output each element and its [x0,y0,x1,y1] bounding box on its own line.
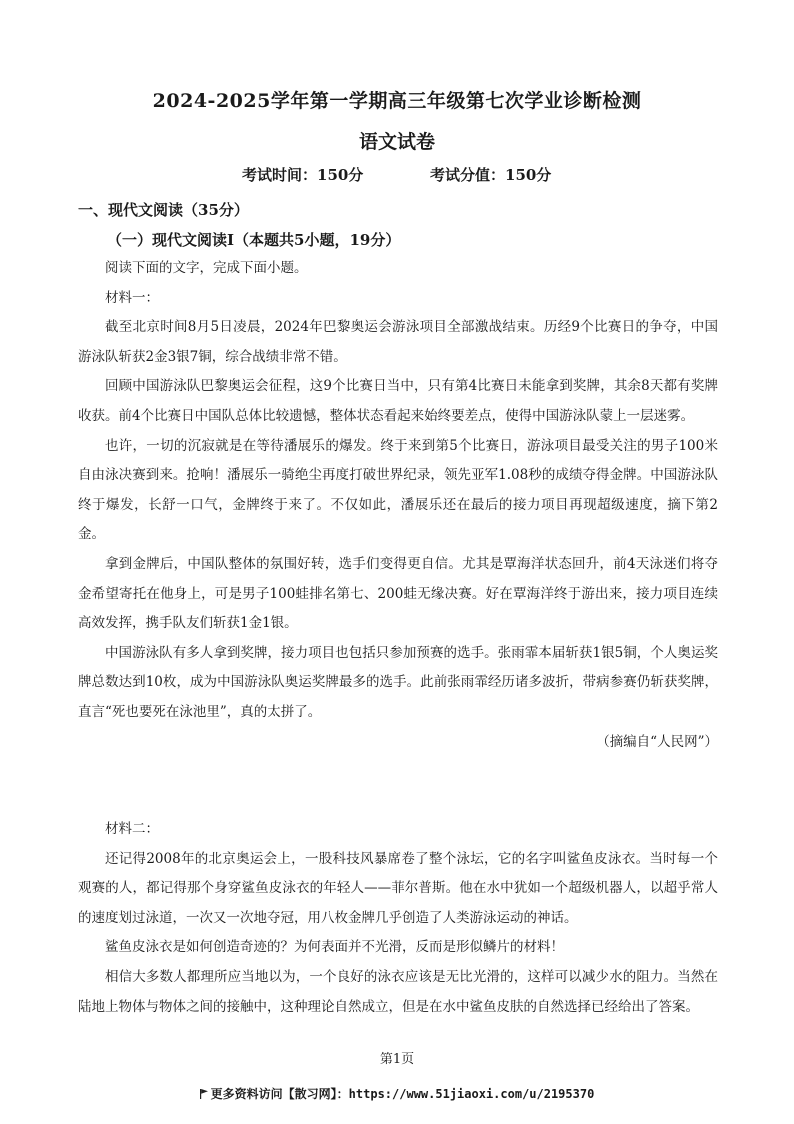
exam-score: 考试分值：150分 [430,166,552,184]
exam-time: 考试时间：150分 [242,166,364,184]
exam-title: 2024-2025学年第一学期高三年级第七次学业诊断检测 [152,90,642,112]
flag-icon [200,1088,208,1098]
material-two [78,815,718,1022]
paragraph: 截至北京时间8月5日凌晨，2024年巴黎奥运会游泳项目全部激战结束。历经9个比赛日的争夺，中国游泳队斩获2金3银7铜，综合战绩非常不错。 [78,319,718,365]
paragraph-instruction: 阅读下面的文字，完成下面小题。 [105,260,308,276]
paragraph: 拿到金牌后，中国队整体的氛围好转，选手们变得更自信。尤其是覃海洋状态回升，前4天泳迷们将夺金希望寄托在他身上，可是男子100蛙排名第七、200蛙无缘决赛。好在覃海洋终于游出来，接力项目连续高效发挥，携手队友们斩获1金1银。 [78,555,718,632]
paragraph: 鲨鱼皮泳衣是如何创造奇迹的？为何表面并不光滑，反而是形似鳞片的材料！ [105,939,564,956]
footer-link-text[interactable]: 更多资料访问【散习网】：https://www.51jiaoxi.com/u/2195370 [210,1087,595,1101]
exam-subtitle: 语文试卷 [358,131,435,153]
material-one [78,254,718,757]
paragraph: 回顾中国游泳队巴黎奥运会征程，这9个比赛日当中，只有第4比赛日未能拿到奖牌，其余8天都有奖牌收获。前4个比赛日中国队总体比较遗憾，整体状态看起来始终要差点，使得中国游泳队蒙上一层迷雾。 [78,378,718,424]
paragraph-material-label: 材料一： [105,289,159,306]
section-heading: 一、现代文阅读（35分） [78,201,249,219]
paragraph: 还记得2008年的北京奥运会上，一股科技风暴席卷了整个泳坛，它的名字叫鲨鱼皮泳衣。当时每一个观赛的人，都记得那个身穿鲨鱼皮泳衣的年轻人——菲尔普斯。他在水中犹如一个超级机器人，以超乎常人的速度划过泳道，一次又一次地夺冠，用八枚金牌几乎创造了人类游泳运动的神话。 [78,850,718,926]
page-number: 第1页 [379,1052,415,1067]
paragraph: 中国游泳队有多人拿到奖牌，接力项目也包括只参加预赛的选手。张雨霏本届斩获1银5铜，个人奥运奖牌总数达到10枚，成为中国游泳队奥运奖牌最多的选手。此前张雨霏经历诸多波折，带病参赛仍斩获奖牌，直言“死也要死在泳池里”，真的太拼了。 [78,644,718,720]
sub-section-heading: （一）现代文阅读Ⅰ（本题共5小题，19分） [107,231,401,249]
footer-link[interactable] [0,1085,794,1102]
source-note: （摘编自“人民网”） [596,733,718,750]
paragraph: 相信大多数人都理所应当地以为，一个良好的泳衣应该是无比光滑的，这样可以减少水的阻力。当然在陆地上物体与物体之间的接触中，这种理论自然成立，但是在水中鲨鱼皮肤的自然选择已经给出了答案。 [78,968,718,1015]
paragraph: 也许，一切的沉寂就是在等待潘展乐的爆发。终于来到第5个比赛日，游泳项目最受关注的男子100米自由泳决赛到来。抢响！潘展乐一骑绝尘再度打破世界纪录，领先亚军1.08秒的成绩夺得金牌。中国游泳队终于爆发，长舒一口气，金牌终于来了。不仅如此，潘展乐还在最后的接力项目再现超级速度，摘下第2金。 [78,437,718,543]
paragraph-material-label: 材料二： [105,821,159,837]
